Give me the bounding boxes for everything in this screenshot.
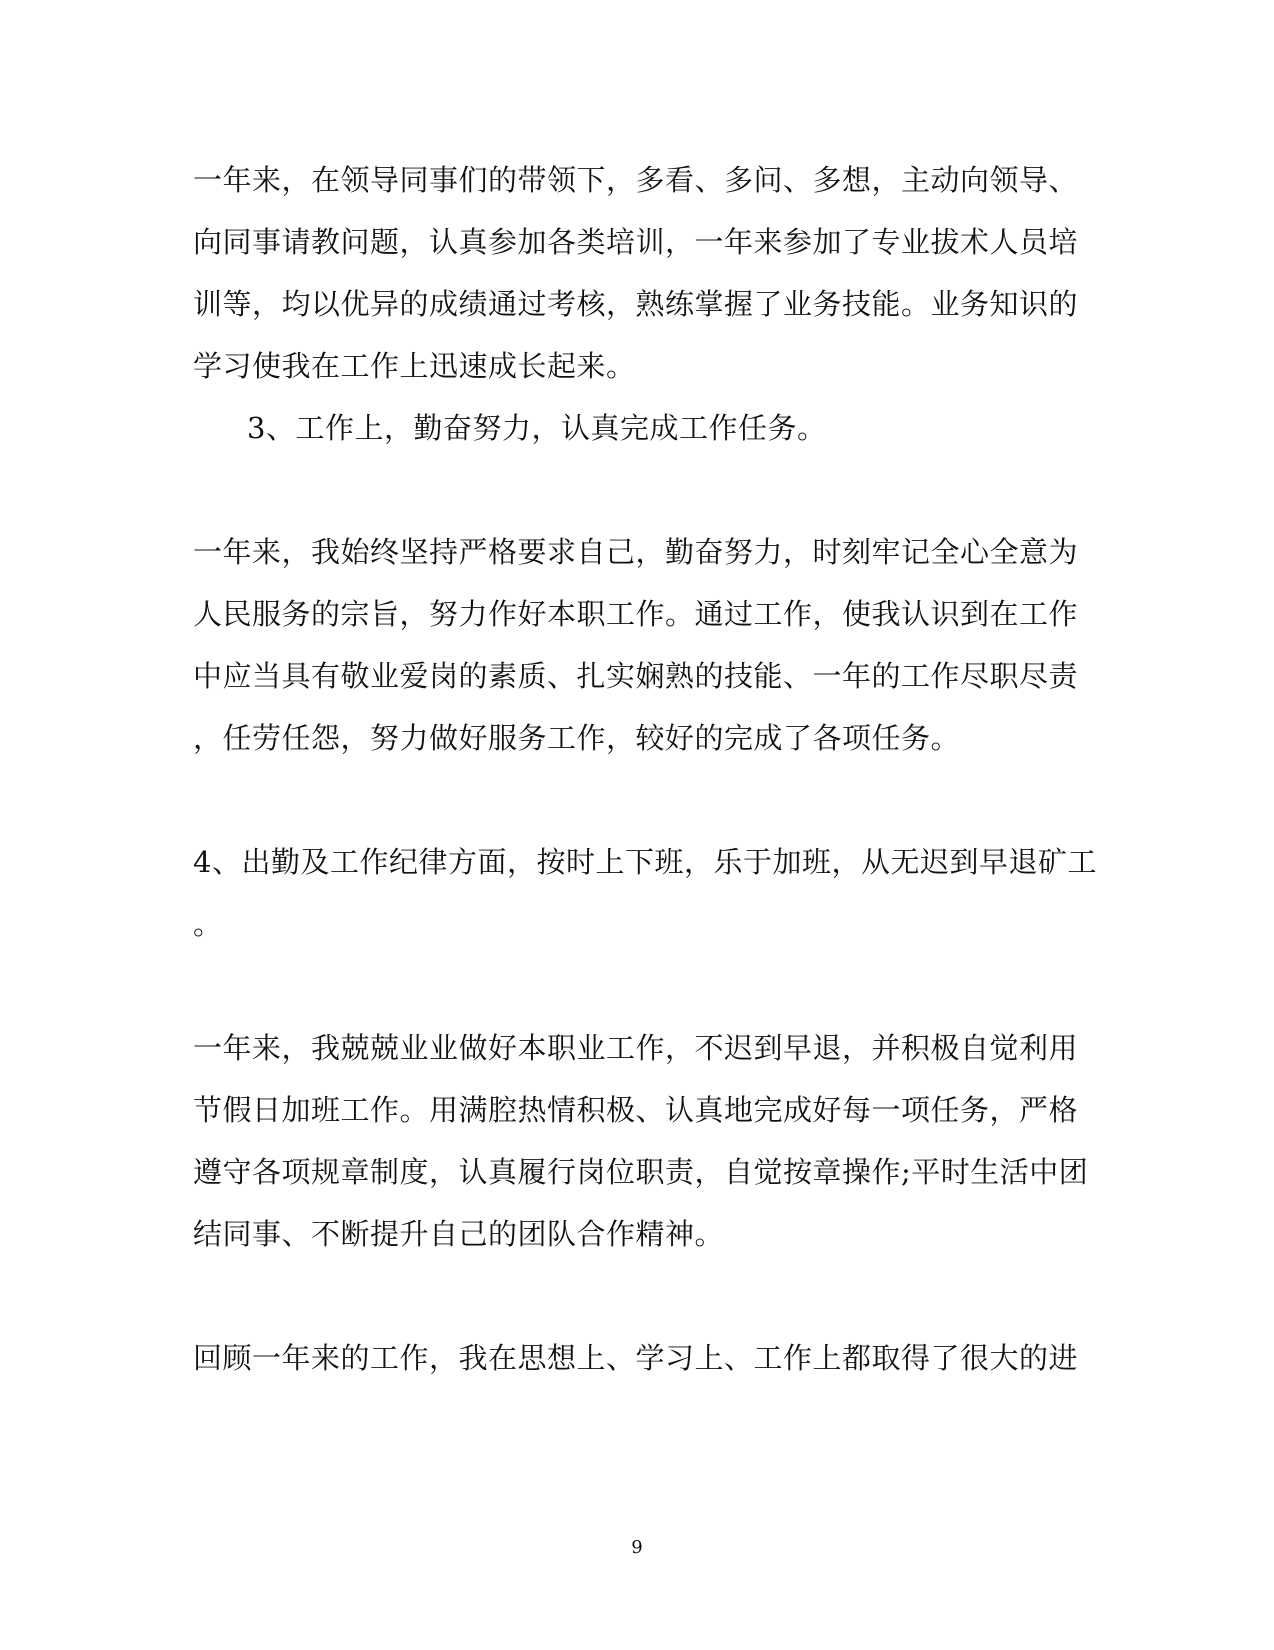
paragraph-line: 遵守各项规章制度，认真履行岗位职责，自觉按章操作;平时生活中团 [193,1155,1089,1189]
paragraph-line: 节假日加班工作。用满腔热情积极、认真地完成好每一项任务，严格 [193,1093,1079,1127]
section-heading-3: 3、工作上，勤奋努力，认真完成工作任务。 [247,411,827,445]
paragraph-line: 中应当具有敬业爱岗的素质、扎实娴熟的技能、一年的工作尽职尽责 [193,659,1079,693]
paragraph-line: 一年来，我兢兢业业做好本职业工作，不迟到早退，并积极自觉利用 [193,1031,1079,1065]
paragraph-line: 学习使我在工作上迅速成长起来。 [193,349,636,383]
paragraph-line: 向同事请教问题，认真参加各类培训，一年来参加了专业拔术人员培 [193,225,1079,259]
section-heading-4: 4、出勤及工作纪律方面，按时上下班，乐于加班，从无迟到早退矿工 [193,845,1097,879]
paragraph-line: 训等，均以优异的成绩通过考核，熟练掌握了业务技能。业务知识的 [193,287,1079,321]
paragraph-line: ，任劳任怨，努力做好服务工作，较好的完成了各项任务。 [193,721,961,755]
paragraph-line: 结同事、不断提升自己的团队合作精神。 [193,1217,725,1251]
paragraph-line: 回顾一年来的工作，我在思想上、学习上、工作上都取得了很大的进 [193,1341,1079,1375]
paragraph-line: 人民服务的宗旨，努力作好本职工作。通过工作，使我认识到在工作 [193,597,1079,631]
page-number: 9 [631,1537,643,1558]
paragraph-line: 一年来，在领导同事们的带领下，多看、多问、多想，主动向领导、 [193,163,1079,197]
paragraph-line: 。 [193,907,223,941]
paragraph-line: 一年来，我始终坚持严格要求自己，勤奋努力，时刻牢记全心全意为 [193,535,1079,569]
